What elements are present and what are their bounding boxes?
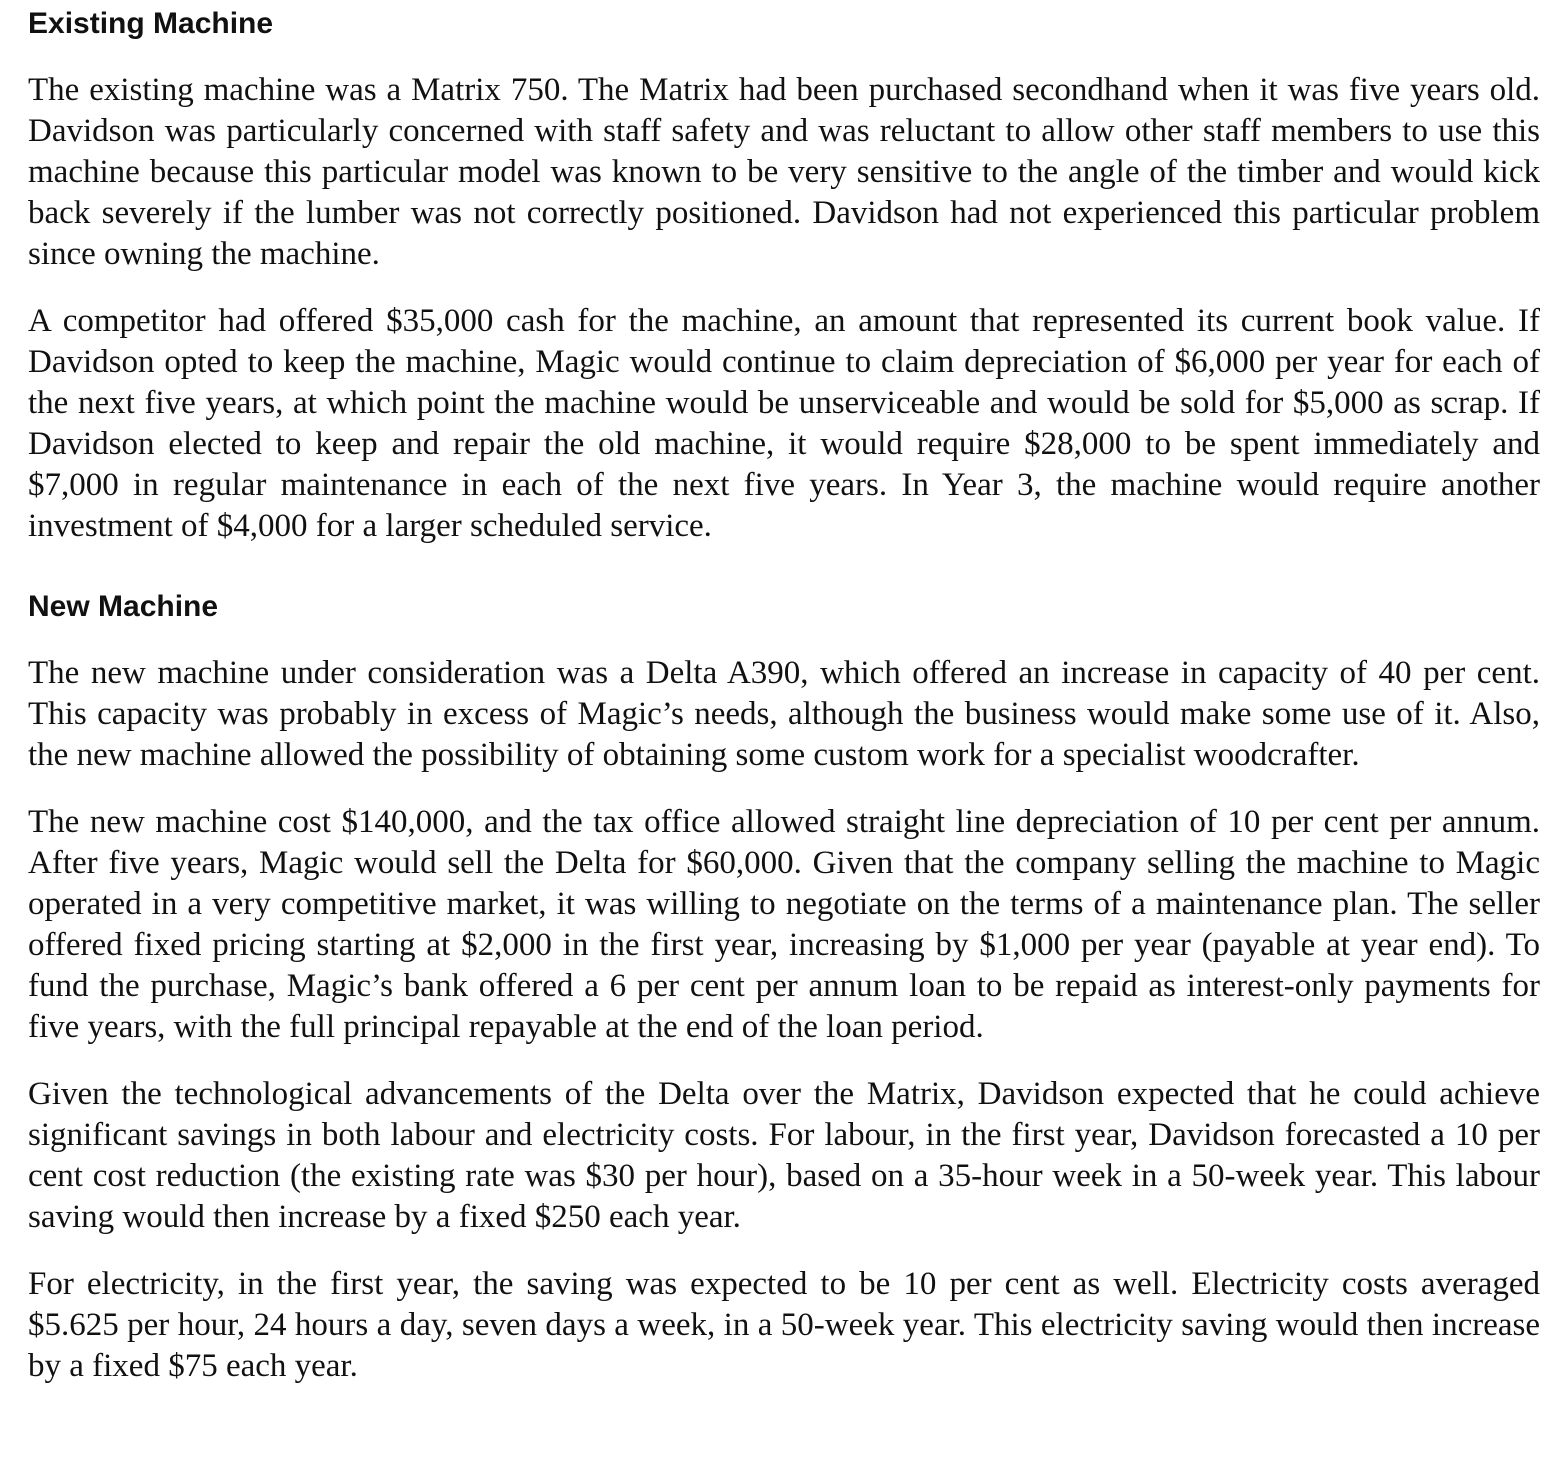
paragraph: The new machine cost $140,000, and the tax office allowed straight line depreciation of 10 per cent per annum. After five years, Magic would sell the Delta for $60,000. Given that the company selling the machine to Magic operated in a very competitive market, it was willing to negotiate on the terms of a maintenance plan. The seller offered fixed pricing starting at $2,000 in the first year, increasing by $1,000 per year (payable at year end). To fund the purchase, Magic’s bank offered a 6 per cent per annum loan to be repaid as interest-only payments for five years, with the full principal repayable at the end of the loan period. xyxy=(28,804,1540,1045)
section-heading-new-machine: New Machine xyxy=(28,590,219,623)
section-heading-existing-machine: Existing Machine xyxy=(28,7,274,40)
paragraph: A competitor had offered $35,000 cash for the machine, an amount that represented its current book value. If Davidson opted to keep the machine, Magic would continue to claim depreciation of $6,000 per year for each of the next five years, at which point the machine would be unserviceable and would be sold for $5,000 as scrap. If Davidson elected to keep and repair the old machine, it would require $28,000 to be spent immediately and $7,000 in regular maintenance in each of the next five years. In Year 3, the machine would require another investment of $4,000 for a larger scheduled service. xyxy=(28,303,1540,544)
paragraph: The existing machine was a Matrix 750. The Matrix had been purchased secondhand when it was five years old. Davidson was particularly concerned with staff safety and was reluctant to allow other staff members to use this machine because this particular model was known to be very sensitive to the angle of the timber and would kick back severely if the lumber was not correctly positioned. Davidson had not experienced this particular problem since owning the machine. xyxy=(28,72,1540,272)
existing-machine-section xyxy=(28,4,1540,547)
document-page xyxy=(28,4,1540,1387)
paragraph: Given the technological advancements of the Delta over the Matrix, Davidson expected that he could achieve significant savings in both labour and electricity costs. For labour, in the first year, Davidson forecasted a 10 per cent cost reduction (the existing rate was $30 per hour), based on a 35-hour week in a 50-week year. This labour saving would then increase by a fixed $250 each year. xyxy=(28,1076,1540,1235)
paragraph: For electricity, in the first year, the saving was expected to be 10 per cent as well. Electricity costs averaged $5.625 per hour, 24 hours a day, seven days a week, in a 50-week year. This electricity saving would then increase by a fixed $75 each year. xyxy=(28,1266,1540,1384)
paragraph: The new machine under consideration was a Delta A390, which offered an increase in capacity of 40 per cent. This capacity was probably in excess of Magic’s needs, although the business would make some use of it. Also, the new machine allowed the possibility of obtaining some custom work for a specialist woodcrafter. xyxy=(28,655,1540,773)
new-machine-section xyxy=(28,587,1540,1387)
